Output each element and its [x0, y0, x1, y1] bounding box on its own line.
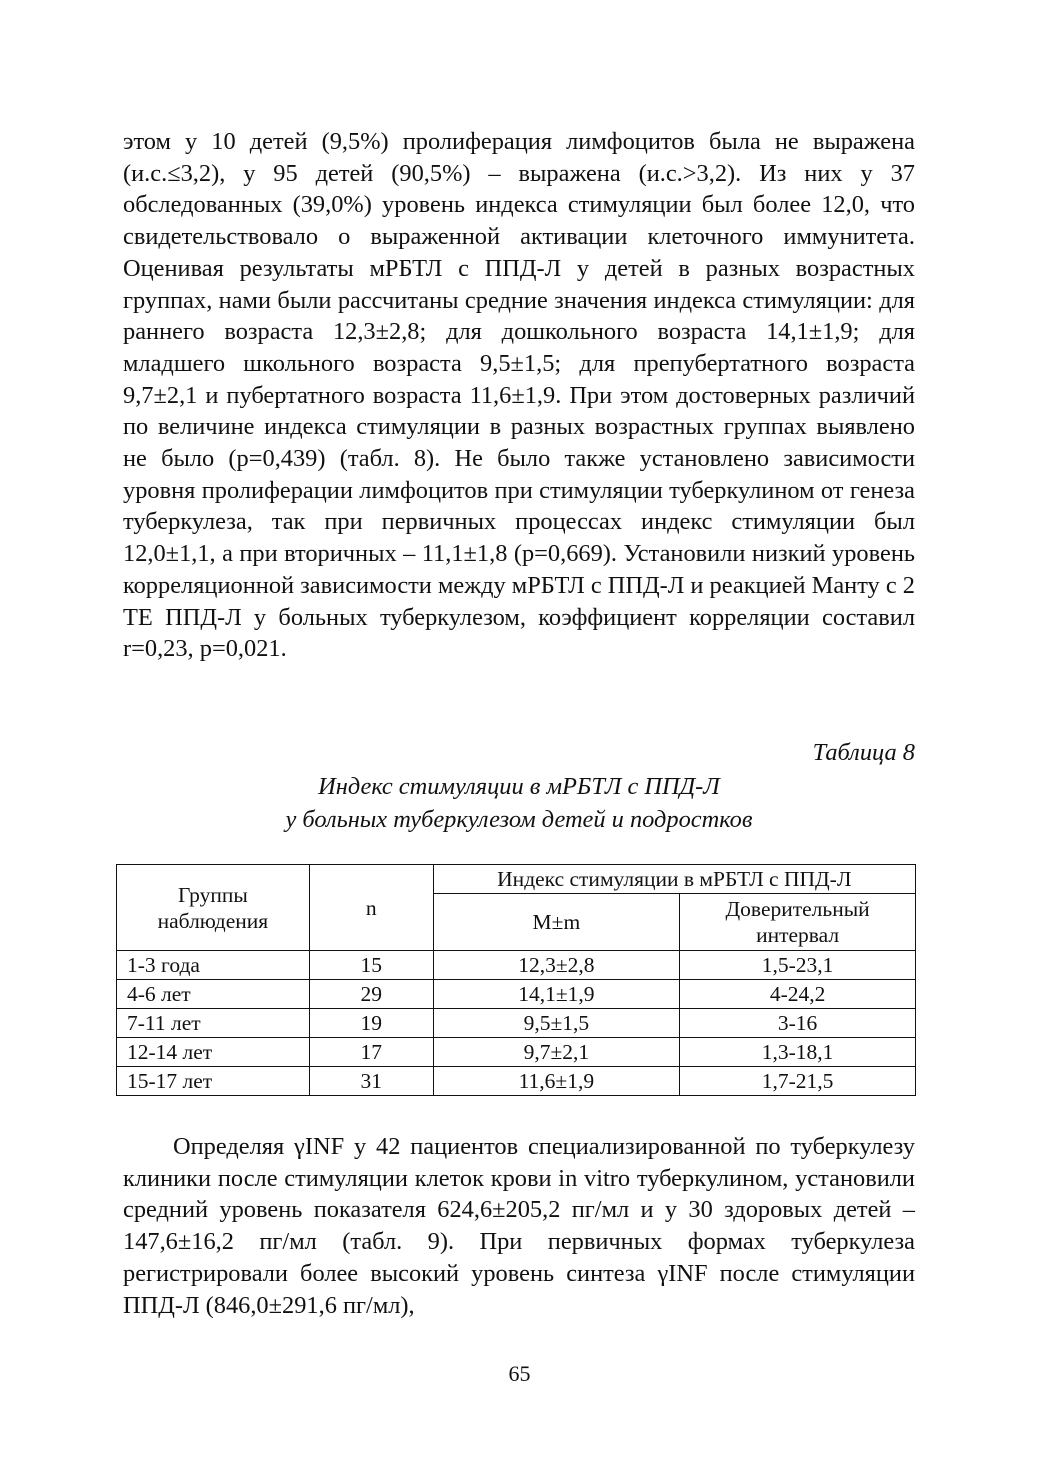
cell-mean: 14,1±1,9 — [433, 980, 680, 1009]
cell-n: 17 — [309, 1038, 433, 1067]
cell-group: 12-14 лет — [117, 1038, 310, 1067]
cell-ci: 1,7-21,5 — [680, 1067, 916, 1096]
table-row — [117, 980, 916, 1009]
table-caption-title — [123, 770, 915, 836]
cell-group: 15-17 лет — [117, 1067, 310, 1096]
header-group: Группы наблюдения — [117, 865, 310, 951]
table-row — [117, 951, 916, 980]
cell-group: 1-3 года — [117, 951, 310, 980]
header-mean: M±m — [433, 894, 680, 951]
cell-mean: 12,3±2,8 — [433, 951, 680, 980]
cell-mean: 11,6±1,9 — [433, 1067, 680, 1096]
cell-n: 15 — [309, 951, 433, 980]
table-caption-title-line-2: у больных туберкулезом детей и подростков — [285, 806, 753, 833]
cell-ci: 1,5-23,1 — [680, 951, 916, 980]
header-n: n — [309, 865, 433, 951]
stimulation-index-table — [116, 864, 916, 1096]
cell-n: 29 — [309, 980, 433, 1009]
cell-n: 19 — [309, 1009, 433, 1038]
table-row — [117, 1009, 916, 1038]
table-caption-title-line-1: Индекс стимуляции в мРБТЛ с ППД-Л — [318, 773, 720, 800]
cell-ci: 1,3-18,1 — [680, 1038, 916, 1067]
body-paragraph-1: этом у 10 детей (9,5%) пролиферация лимфоцитов была не выражена (и.с.≤3,2), у 95 детей (90,5%) – выражена (и.с.>3,2). Из них у 37 обследованных (39,0%) уровень индекса стимуляции был более 12,0, что свидетельствовало о выраженной активации клеточного иммунитета. Оценивая результаты мРБТЛ с ППД-Л у детей в разных возрастных группах, нами были рассчитаны средние значения индекса стимуляции: для раннего возраста 12,3±2,8; для дошкольного возраста 14,1±1,9; для младшего школьного возраста 9,5±1,5; для препубертатного возраста 9,7±2,1 и пубертатного возраста 11,6±1,9. При этом достоверных различий по величине индекса стимуляции в разных возрастных группах выявлено не было (р=0,439) (табл. 8). Не было также установлено зависимости уровня пролиферации лимфоцитов при стимуляции туберкулином от генеза туберкулеза, так при первичных процессах индекс стимуляции был 12,0±1,1, а при вторичных – 11,1±1,8 (р=0,669). Установили низкий уровень корреляционной зависимости между мРБТЛ с ППД-Л и реакцией Манту с 2 ТЕ ППД-Л у больных туберкулезом, коэффициент корреляции составил r=0,23, р=0,021. — [123, 128, 915, 663]
cell-group: 7-11 лет — [117, 1009, 310, 1038]
cell-mean: 9,5±1,5 — [433, 1009, 680, 1038]
header-index-group: Индекс стимуляции в мРБТЛ с ППД-Л — [433, 865, 915, 894]
body-paragraph-2: Определяя γINF у 42 пациентов специализированной по туберкулезу клиники после стимуляции клеток крови in vitro туберкулином, установили средний уровень показателя 624,6±205,2 пг/мл и у 30 здоровых детей – 147,6±16,2 пг/мл (табл. 9). При первичных формах туберкулеза регистрировали более высокий уровень синтеза γINF после стимуляции ППД-Л (846,0±291,6 пг/мл), — [123, 1133, 915, 1319]
cell-group: 4-6 лет — [117, 980, 310, 1009]
header-ci: Доверительный интервал — [680, 894, 916, 951]
page-number: 65 — [508, 1361, 531, 1386]
table-caption-label: Таблица 8 — [812, 739, 915, 766]
table-row — [117, 1038, 916, 1067]
cell-ci: 3-16 — [680, 1009, 916, 1038]
cell-n: 31 — [309, 1067, 433, 1096]
cell-mean: 9,7±2,1 — [433, 1038, 680, 1067]
cell-ci: 4-24,2 — [680, 980, 916, 1009]
table-row — [117, 1067, 916, 1096]
